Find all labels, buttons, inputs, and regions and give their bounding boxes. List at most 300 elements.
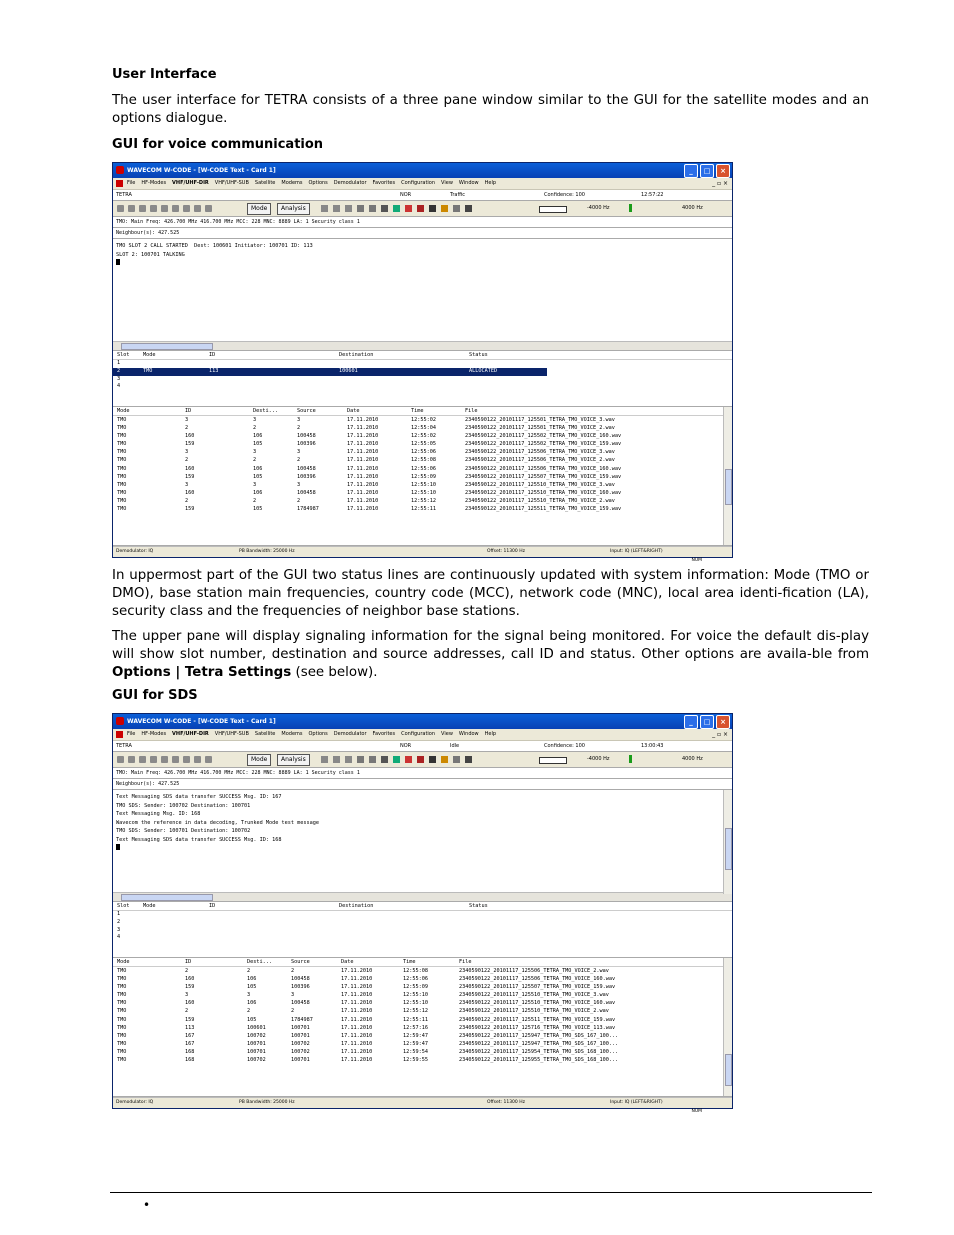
recording-row[interactable] bbox=[113, 991, 732, 999]
recording-row[interactable] bbox=[113, 424, 732, 432]
recording-cell: 3 bbox=[297, 449, 301, 456]
recording-cell: 168 bbox=[185, 1057, 195, 1064]
recording-row[interactable] bbox=[113, 473, 732, 481]
toolbar-icon[interactable] bbox=[172, 205, 179, 212]
recording-col-header[interactable]: Date bbox=[347, 408, 360, 414]
freq-right-label: 4000 Hz bbox=[682, 205, 703, 211]
recording-row[interactable] bbox=[113, 465, 732, 473]
recording-cell: TMO bbox=[117, 1032, 127, 1039]
recording-cell: 12:55:11 bbox=[411, 506, 436, 513]
toolbar-icon[interactable] bbox=[139, 205, 146, 212]
recording-list-scrollbar[interactable] bbox=[723, 407, 732, 545]
recording-row[interactable] bbox=[113, 983, 732, 991]
slot-col-header[interactable]: Status bbox=[469, 903, 488, 909]
recording-cell: TMO bbox=[117, 489, 127, 496]
recording-row[interactable] bbox=[113, 1024, 732, 1032]
heading-gui-voice: GUI for voice communication bbox=[112, 137, 324, 152]
toolbar-icon[interactable] bbox=[183, 205, 190, 212]
recording-cell: 2340590122_20101117_125716_TETRA_TMO_VOICE_113.wav bbox=[459, 1024, 616, 1031]
recording-cell: 2340590122_20101117_125502_TETRA_TMO_VOICE_160.wav bbox=[465, 433, 622, 440]
recording-cell: TMO bbox=[117, 417, 127, 423]
recording-col-header[interactable]: ID bbox=[185, 959, 192, 965]
slot-number: 4 bbox=[117, 383, 121, 390]
menu-item[interactable]: Demodulator bbox=[333, 180, 367, 186]
toolbar-icon[interactable] bbox=[465, 756, 472, 763]
recording-col-header[interactable]: Mode bbox=[117, 959, 130, 965]
toolbar-icon[interactable] bbox=[429, 756, 436, 763]
slot-col-header[interactable]: Status bbox=[469, 352, 488, 358]
recording-cell: 160 bbox=[185, 489, 195, 496]
info-line-main: TMO: Main Freq: 426.700 MHz 416.700 MHz MCC: 228 MNC: 8889 LA: 1 Security class 1 bbox=[113, 768, 732, 779]
toolbar-icon[interactable] bbox=[441, 756, 448, 763]
recording-cell: 12:55:10 bbox=[403, 992, 428, 999]
recording-row[interactable] bbox=[113, 505, 732, 513]
recording-cell: TMO bbox=[117, 968, 127, 974]
recording-cell: 2340590122_20101117_125947_TETRA_TMO_SDS_167_100... bbox=[459, 1032, 619, 1039]
recording-cell: 17.11.2010 bbox=[341, 1048, 373, 1055]
recording-cell: 159 bbox=[185, 984, 195, 991]
recording-cell: 105 bbox=[253, 473, 263, 480]
recording-list-header bbox=[113, 407, 732, 416]
recording-cell: 159 bbox=[185, 506, 195, 513]
vscroll-thumb[interactable] bbox=[725, 828, 732, 870]
recording-row[interactable] bbox=[113, 1032, 732, 1040]
recording-cell: 12:55:06 bbox=[403, 976, 428, 983]
toolbar-icon[interactable] bbox=[405, 205, 412, 212]
toolbar-icon[interactable] bbox=[128, 205, 135, 212]
toolbar-icon[interactable] bbox=[381, 756, 388, 763]
recording-row[interactable] bbox=[113, 1016, 732, 1024]
recording-cell: 2340590122_20101117_125506_TETRA_TMO_VOICE_2.wav bbox=[465, 457, 615, 464]
menu-item[interactable]: Help bbox=[484, 731, 497, 737]
slot-mode: TMO bbox=[143, 367, 153, 374]
toolbar-icon[interactable] bbox=[345, 205, 352, 212]
menu-item[interactable]: Modems bbox=[281, 731, 303, 737]
recording-row[interactable] bbox=[113, 440, 732, 448]
toolbar-icon[interactable] bbox=[183, 756, 190, 763]
paragraph-upper-pane bbox=[112, 628, 869, 682]
slot-number: 1 bbox=[117, 911, 121, 917]
recording-cell: 100702 bbox=[247, 1057, 266, 1064]
analysis-button[interactable]: Analysis bbox=[277, 754, 310, 766]
menu-item[interactable]: HF-Modes bbox=[141, 731, 167, 737]
slot-number: 4 bbox=[117, 934, 121, 941]
recording-cell: 12:55:12 bbox=[411, 497, 436, 504]
recording-cell: 12:55:08 bbox=[403, 968, 428, 974]
recording-cell: 105 bbox=[247, 984, 257, 991]
toolbar-icon[interactable] bbox=[150, 205, 157, 212]
toolbar-icon[interactable] bbox=[161, 205, 168, 212]
text-cursor-line bbox=[116, 259, 729, 269]
recording-cell: 17.11.2010 bbox=[341, 1024, 373, 1031]
recording-col-header[interactable]: Time bbox=[411, 408, 424, 414]
recording-col-header[interactable]: Desti... bbox=[253, 408, 278, 414]
recording-cell: 17.11.2010 bbox=[347, 465, 379, 472]
slot-status: ALLOCATED bbox=[469, 367, 498, 374]
freq-left-label: -4000 Hz bbox=[587, 205, 610, 211]
menu-bar bbox=[113, 178, 732, 190]
slot-pane bbox=[113, 351, 732, 407]
horizontal-scrollbar[interactable] bbox=[113, 341, 732, 350]
slot-row[interactable] bbox=[113, 911, 732, 919]
recording-row[interactable] bbox=[113, 1007, 732, 1015]
toolbar-icon[interactable] bbox=[369, 205, 376, 212]
recording-cell: TMO bbox=[117, 449, 127, 456]
recording-row[interactable] bbox=[113, 432, 732, 440]
recording-cell: 3 bbox=[253, 481, 257, 488]
menu-item[interactable]: Options bbox=[308, 731, 328, 737]
text-line: SLOT 2: 100701 TALKING bbox=[116, 251, 185, 258]
text-line: TMO SLOT 2 CALL STARTED Dest: 100601 Initiator: 100701 ID: 113 bbox=[116, 243, 313, 249]
recording-cell: TMO bbox=[117, 1057, 127, 1064]
recording-row[interactable] bbox=[113, 497, 732, 505]
menu-item[interactable]: Modems bbox=[281, 180, 303, 186]
text-pane bbox=[113, 790, 732, 902]
recording-row[interactable] bbox=[113, 1056, 732, 1064]
recording-cell: 17.11.2010 bbox=[341, 976, 373, 983]
text-vertical-scrollbar[interactable] bbox=[723, 790, 732, 894]
slot-col-header[interactable]: Destination bbox=[339, 903, 374, 909]
slot-row[interactable] bbox=[113, 383, 732, 391]
recording-list-pane bbox=[113, 958, 732, 1097]
recording-row[interactable] bbox=[113, 489, 732, 497]
recording-list-header bbox=[113, 958, 732, 967]
menu-item[interactable]: Favorites bbox=[372, 731, 396, 737]
toolbar-icon[interactable] bbox=[333, 756, 340, 763]
slot-number: 2 bbox=[117, 918, 121, 925]
toolbar-icon[interactable] bbox=[321, 205, 328, 212]
recording-cell: 17.11.2010 bbox=[347, 449, 379, 456]
menu-item[interactable]: Configuration bbox=[401, 180, 436, 186]
title-bar[interactable] bbox=[113, 714, 732, 729]
analysis-button[interactable]: Analysis bbox=[277, 203, 310, 215]
recording-list-scrollbar[interactable] bbox=[723, 958, 732, 1096]
text-line: TMO SDS: Sender: 100701 Destination: 100702 bbox=[116, 828, 251, 834]
status-demodulator: Demodulator: IQ bbox=[116, 549, 154, 554]
toolbar-icon[interactable] bbox=[453, 205, 460, 212]
recording-cell: 3 bbox=[185, 481, 189, 488]
recording-col-header[interactable]: Source bbox=[297, 408, 316, 414]
toolbar-icon[interactable] bbox=[321, 756, 328, 763]
recording-cell: 106 bbox=[253, 465, 263, 472]
minimize-button[interactable]: _ bbox=[684, 164, 698, 178]
menu-item[interactable]: VHF/UHF-SUB bbox=[214, 180, 249, 186]
recording-row[interactable] bbox=[113, 967, 732, 975]
menu-item[interactable]: VHF/UHF-DIR bbox=[172, 180, 209, 186]
recording-cell: 106 bbox=[253, 433, 263, 440]
recording-cell: 3 bbox=[297, 417, 301, 423]
menu-item[interactable]: Options bbox=[308, 180, 328, 186]
tuning-marker[interactable] bbox=[629, 204, 632, 212]
slot-header bbox=[113, 902, 732, 911]
slot-col-header[interactable]: Mode bbox=[143, 352, 156, 358]
toolbar-icon[interactable] bbox=[194, 756, 201, 763]
recording-cell: TMO bbox=[117, 984, 127, 991]
toolbar-icon[interactable] bbox=[205, 205, 212, 212]
toolbar bbox=[113, 752, 732, 768]
recording-cell: 12:57:16 bbox=[403, 1024, 428, 1031]
recording-cell: 2340590122_20101117_125506_TETRA_TMO_VOICE_2.wav bbox=[459, 968, 609, 974]
status-time: 12:57:22 bbox=[641, 192, 664, 198]
hscroll-thumb[interactable] bbox=[121, 343, 213, 350]
recording-cell: 3 bbox=[247, 992, 251, 999]
menu-item[interactable]: Demodulator bbox=[333, 731, 367, 737]
recording-cell: 2340590122_20101117_125510_TETRA_TMO_VOICE_160.wav bbox=[465, 489, 622, 496]
toolbar-icon[interactable] bbox=[172, 756, 179, 763]
recording-cell: 12:55:10 bbox=[411, 489, 436, 496]
close-button[interactable]: × bbox=[716, 715, 730, 729]
recording-col-header[interactable]: Mode bbox=[117, 408, 130, 414]
recording-cell: 12:55:02 bbox=[411, 433, 436, 440]
recording-cell: 100701 bbox=[291, 1024, 310, 1031]
recording-col-header[interactable]: Source bbox=[291, 959, 310, 965]
wcode-window-sds bbox=[112, 713, 733, 1114]
toolbar-icon[interactable] bbox=[357, 205, 364, 212]
recording-cell: 3 bbox=[253, 449, 257, 456]
recording-col-header[interactable]: ID bbox=[185, 408, 192, 414]
menu-item[interactable]: File bbox=[127, 180, 136, 186]
toolbar-icon[interactable] bbox=[393, 205, 400, 212]
recording-cell: 160 bbox=[185, 433, 195, 440]
recording-row[interactable] bbox=[113, 1048, 732, 1056]
recording-cell: 2340590122_20101117_125510_TETRA_TMO_VOICE_3.wav bbox=[465, 481, 615, 488]
toolbar-icon[interactable] bbox=[369, 756, 376, 763]
recording-cell: 17.11.2010 bbox=[341, 1032, 373, 1039]
slot-row[interactable] bbox=[113, 360, 732, 368]
recording-cell: 2340590122_20101117_125501_TETRA_TMO_VOICE_2.wav bbox=[465, 425, 615, 432]
slot-row[interactable] bbox=[113, 376, 732, 384]
text-cursor-line bbox=[116, 844, 729, 854]
horizontal-scrollbar[interactable] bbox=[113, 892, 732, 901]
footer-bullet: • bbox=[143, 1198, 151, 1212]
recording-col-header[interactable]: Desti... bbox=[247, 959, 272, 965]
vscroll-thumb[interactable] bbox=[725, 1054, 732, 1086]
recording-cell: 2340590122_20101117_125954_TETRA_TMO_SDS_168_100... bbox=[459, 1048, 619, 1055]
options-tetra-settings-ref: Options | Tetra Settings bbox=[112, 665, 292, 680]
status-confidence: Confidence: 100 bbox=[544, 743, 585, 749]
recording-cell: TMO bbox=[117, 497, 127, 504]
slot-col-header[interactable]: Destination bbox=[339, 352, 374, 358]
num-lock-indicator: NUM bbox=[691, 1109, 702, 1114]
recording-cell: 100458 bbox=[291, 1000, 310, 1007]
toolbar-icon[interactable] bbox=[205, 756, 212, 763]
vscroll-thumb[interactable] bbox=[725, 469, 732, 505]
slot-row[interactable] bbox=[113, 919, 732, 927]
recording-row[interactable] bbox=[113, 1040, 732, 1048]
recording-col-header[interactable]: Time bbox=[403, 959, 416, 965]
recording-row[interactable] bbox=[113, 999, 732, 1007]
tuning-marker[interactable] bbox=[629, 755, 632, 763]
toolbar-icon[interactable] bbox=[393, 756, 400, 763]
recording-cell: 2340590122_20101117_125501_TETRA_TMO_VOICE_3.wav bbox=[465, 417, 615, 423]
mode-button[interactable]: Mode bbox=[247, 754, 271, 766]
toolbar-icon[interactable] bbox=[150, 756, 157, 763]
info-line-neighbours: Neighbour(s): 427.525 bbox=[113, 779, 732, 790]
toolbar-icon[interactable] bbox=[405, 756, 412, 763]
toolbar-icon[interactable] bbox=[381, 205, 388, 212]
recording-cell: 17.11.2010 bbox=[341, 1008, 373, 1015]
num-lock-indicator: NUM bbox=[691, 558, 702, 563]
menu-app-icon bbox=[116, 731, 123, 738]
paragraph-upper-pane-a: The upper pane will display signaling information for the signal being monitored. For voice the default dis-play will show slot number, destination and source addresses, call ID and status. Other options are availa-ble from bbox=[112, 629, 869, 662]
recording-cell: 17.11.2010 bbox=[341, 1040, 373, 1047]
slot-number: 2 bbox=[117, 367, 121, 374]
menu-item[interactable]: VHF/UHF-SUB bbox=[214, 731, 249, 737]
level-meter bbox=[539, 206, 567, 213]
text-cursor bbox=[116, 844, 120, 850]
toolbar-icon[interactable] bbox=[333, 205, 340, 212]
mdi-window-controls[interactable]: _ ▫ × bbox=[712, 731, 728, 738]
toolbar-icon[interactable] bbox=[453, 756, 460, 763]
recording-row[interactable] bbox=[113, 975, 732, 983]
recording-row[interactable] bbox=[113, 456, 732, 464]
slot-row[interactable] bbox=[113, 927, 732, 935]
toolbar-icon[interactable] bbox=[128, 756, 135, 763]
toolbar-icon[interactable] bbox=[194, 205, 201, 212]
recording-cell: TMO bbox=[117, 481, 127, 488]
toolbar-icon[interactable] bbox=[345, 756, 352, 763]
recording-cell: 17.11.2010 bbox=[341, 984, 373, 991]
maximize-button[interactable]: □ bbox=[700, 715, 714, 729]
toolbar-icon[interactable] bbox=[441, 205, 448, 212]
paragraph-upper-pane-c: (see below). bbox=[291, 665, 378, 680]
recording-cell: 3 bbox=[253, 417, 257, 423]
toolbar-icon[interactable] bbox=[465, 205, 472, 212]
footer-rule bbox=[110, 1192, 872, 1193]
slot-col-header[interactable]: ID bbox=[209, 352, 216, 358]
slot-header bbox=[113, 351, 732, 360]
status-bar bbox=[113, 1097, 732, 1108]
slot-col-header[interactable]: ID bbox=[209, 903, 216, 909]
recording-cell: 3 bbox=[297, 481, 301, 488]
slot-row[interactable] bbox=[113, 934, 732, 942]
recording-cell: 2340590122_20101117_125511_TETRA_TMO_VOICE_159.wav bbox=[465, 506, 622, 513]
keyboard-status bbox=[113, 1108, 732, 1116]
hscroll-thumb[interactable] bbox=[121, 894, 213, 901]
toolbar-icon[interactable] bbox=[417, 205, 424, 212]
slot-col-header[interactable]: Mode bbox=[143, 903, 156, 909]
status-input: Input: IQ (LEFT&RIGHT) bbox=[610, 549, 663, 554]
toolbar-icon[interactable] bbox=[429, 205, 436, 212]
freq-right-label: 4000 Hz bbox=[682, 756, 703, 762]
slot-col-header[interactable]: Slot bbox=[117, 352, 130, 358]
menu-item[interactable]: View bbox=[441, 180, 453, 186]
recording-cell: 12:55:12 bbox=[403, 1008, 428, 1015]
recording-cell: 2 bbox=[297, 497, 301, 504]
title-bar[interactable] bbox=[113, 163, 732, 178]
recording-col-header[interactable]: Date bbox=[341, 959, 354, 965]
menu-item[interactable]: Favorites bbox=[372, 180, 396, 186]
menu-item[interactable]: VHF/UHF-DIR bbox=[172, 731, 209, 737]
toolbar-icon[interactable] bbox=[417, 756, 424, 763]
recording-cell: 168 bbox=[185, 1048, 195, 1055]
recording-cell: 12:59:47 bbox=[403, 1040, 428, 1047]
slot-row[interactable] bbox=[113, 368, 547, 376]
menu-item[interactable]: File bbox=[127, 731, 136, 737]
toolbar-icon[interactable] bbox=[117, 205, 124, 212]
recording-cell: 2 bbox=[297, 457, 301, 464]
recording-cell: 2340590122_20101117_125507_TETRA_TMO_VOICE_159.wav bbox=[459, 984, 616, 991]
status-input: Input: IQ (LEFT&RIGHT) bbox=[610, 1100, 663, 1105]
recording-cell: 2340590122_20101117_125947_TETRA_TMO_SDS_167_100... bbox=[459, 1040, 619, 1047]
close-button[interactable]: × bbox=[716, 164, 730, 178]
recording-cell: 2 bbox=[185, 497, 189, 504]
mdi-window-controls[interactable]: _ ▫ × bbox=[712, 180, 728, 187]
menu-app-icon bbox=[116, 180, 123, 187]
keyboard-status bbox=[113, 557, 732, 565]
recording-cell: 106 bbox=[247, 1000, 257, 1007]
toolbar-icon[interactable] bbox=[161, 756, 168, 763]
mode-button[interactable]: Mode bbox=[247, 203, 271, 215]
recording-cell: 17.11.2010 bbox=[347, 441, 379, 448]
menu-item[interactable]: Configuration bbox=[401, 731, 436, 737]
recording-row[interactable] bbox=[113, 416, 732, 424]
recording-cell: 2340590122_20101117_125502_TETRA_TMO_VOICE_159.wav bbox=[465, 441, 622, 448]
recording-cell: 2 bbox=[247, 968, 251, 974]
menu-item[interactable]: Satellite bbox=[254, 731, 276, 737]
window-title: WAVECOM W-CODE - [W-CODE Text - Card 1] bbox=[127, 167, 276, 174]
recording-row[interactable] bbox=[113, 448, 732, 456]
recording-col-header[interactable]: File bbox=[465, 408, 478, 414]
recording-cell: 2 bbox=[297, 425, 301, 432]
status-offset: Offset: 11300 Hz bbox=[487, 1100, 525, 1105]
recording-cell: 17.11.2010 bbox=[347, 433, 379, 440]
recording-cell: 2 bbox=[253, 457, 257, 464]
recording-cell: 2340590122_20101117_125510_TETRA_TMO_VOICE_2.wav bbox=[465, 497, 615, 504]
freq-left-label: -4000 Hz bbox=[587, 756, 610, 762]
recording-cell: TMO bbox=[117, 1008, 127, 1015]
menu-item[interactable]: Satellite bbox=[254, 180, 276, 186]
recording-cell: 160 bbox=[185, 1000, 195, 1007]
toolbar bbox=[113, 201, 732, 217]
recording-cell: 12:55:05 bbox=[411, 441, 436, 448]
menu-item[interactable]: Help bbox=[484, 180, 497, 186]
slot-col-header[interactable]: Slot bbox=[117, 903, 130, 909]
heading-user-interface: User Interface bbox=[112, 67, 217, 82]
menu-item[interactable]: HF-Modes bbox=[141, 180, 167, 186]
recording-col-header[interactable]: File bbox=[459, 959, 472, 965]
recording-cell: 17.11.2010 bbox=[347, 481, 379, 488]
recording-cell: 167 bbox=[185, 1040, 195, 1047]
recording-row[interactable] bbox=[113, 481, 732, 489]
toolbar-icon[interactable] bbox=[139, 756, 146, 763]
recording-cell: 12:59:55 bbox=[403, 1057, 428, 1064]
recording-cell: 2 bbox=[185, 1008, 189, 1015]
toolbar-icon[interactable] bbox=[117, 756, 124, 763]
minimize-button[interactable]: _ bbox=[684, 715, 698, 729]
window-title: WAVECOM W-CODE - [W-CODE Text - Card 1] bbox=[127, 718, 276, 725]
recording-cell: 100458 bbox=[297, 465, 316, 472]
recording-cell: 2 bbox=[291, 1008, 295, 1015]
recording-cell: 3 bbox=[185, 417, 189, 423]
menu-item[interactable]: View bbox=[441, 731, 453, 737]
recording-cell: 12:55:06 bbox=[411, 449, 436, 456]
toolbar-icon[interactable] bbox=[357, 756, 364, 763]
menu-item[interactable]: Window bbox=[458, 180, 479, 186]
recording-cell: 2 bbox=[253, 425, 257, 432]
app-icon bbox=[116, 166, 124, 174]
recording-cell: 12:55:10 bbox=[403, 1000, 428, 1007]
menu-item[interactable]: Window bbox=[458, 731, 479, 737]
recording-cell: 100396 bbox=[297, 473, 316, 480]
recording-cell: 2340590122_20101117_125506_TETRA_TMO_VOICE_3.wav bbox=[465, 449, 615, 456]
slot-id: 113 bbox=[209, 367, 219, 374]
recording-cell: 100601 bbox=[247, 1024, 266, 1031]
maximize-button[interactable]: □ bbox=[700, 164, 714, 178]
status-row bbox=[113, 741, 732, 752]
recording-cell: TMO bbox=[117, 441, 127, 448]
recording-cell: TMO bbox=[117, 1000, 127, 1007]
